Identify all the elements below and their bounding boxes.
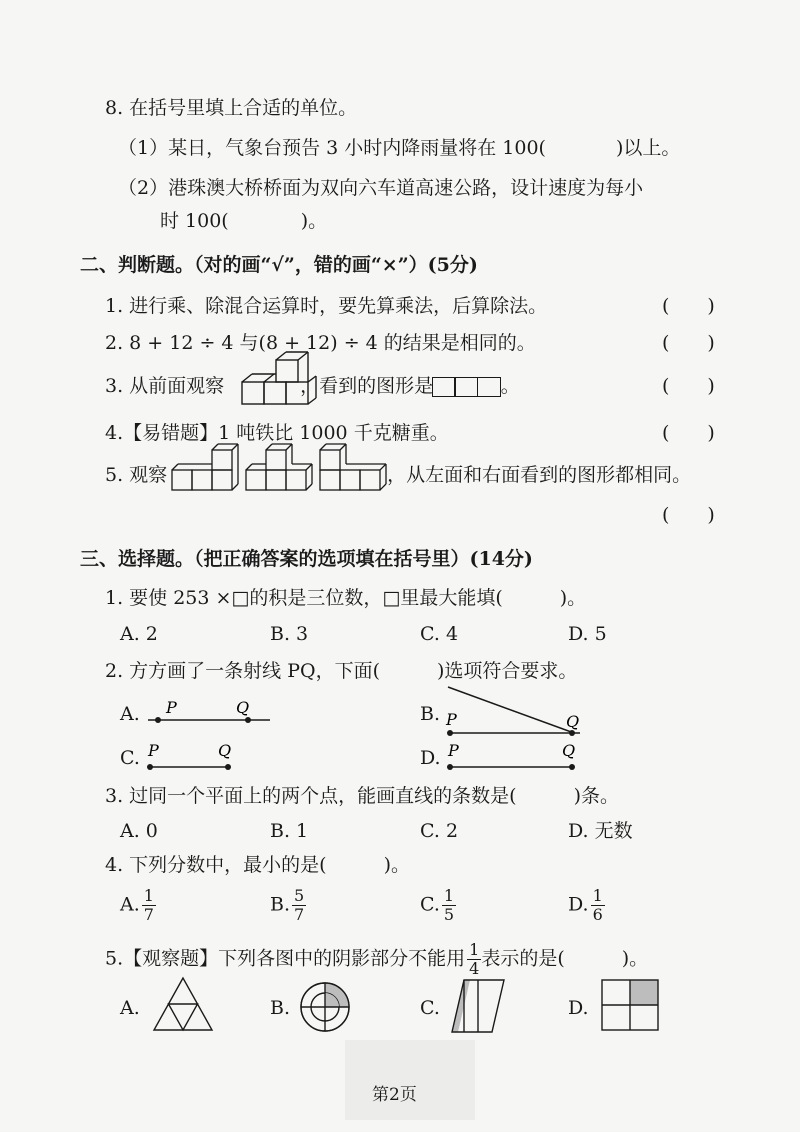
fraction-numerator: 5 [294,886,305,905]
fraction-denominator: 4 [469,959,480,978]
judge-item-3-mid: ，看到的图形是 [300,375,434,397]
section3-title: 三、选择题。（把正确答案的选项填在括号里）(14分) [80,548,533,570]
fraction [442,888,456,923]
three-square-figure [433,377,501,397]
fraction-denominator: 7 [143,905,154,924]
q3-option-c[interactable]: C. 2 [420,820,459,842]
fraction [467,942,481,977]
fraction [591,888,605,923]
cube-groups-figure [170,448,390,498]
q2-option-d[interactable]: D. [420,747,441,769]
q2-option-c[interactable]: C. [120,747,140,769]
judge-item-3-text: 3. 从前面观察 [105,375,225,397]
judge-paren-2[interactable]: ( ) [662,332,715,354]
fraction-numerator: 1 [143,886,154,905]
point-p-label: P [446,710,457,729]
judge-paren-1[interactable]: ( ) [662,295,715,317]
q1-option-c[interactable]: C. 4 [420,623,459,645]
parallelogram-figure [448,978,508,1036]
fraction-numerator: 1 [592,886,603,905]
q5-text-b: 表示的是( )。 [481,947,649,970]
q3-option-a[interactable]: A. 0 [120,820,158,842]
fraction-numerator: 1 [469,940,480,959]
judge-paren-3[interactable]: ( ) [662,375,715,397]
q4-c-label: C. [420,893,440,916]
judge-item-5-end: ，从左面和右面看到的图形都相同。 [387,464,692,486]
q4-d-label: D. [568,893,589,916]
q4-option-c[interactable] [420,888,456,923]
ray-figure-c [140,740,260,776]
q8-sub2-cont [160,208,327,234]
square-grid-figure [600,978,660,1034]
judge-paren-5[interactable]: ( ) [662,504,715,526]
q5-option-d[interactable]: D. [568,997,589,1019]
q4-option-a[interactable] [120,888,156,923]
judge-paren-4[interactable]: ( ) [662,422,715,444]
ray-figure-b [440,685,590,737]
fraction-denominator: 5 [443,905,455,924]
choice-q5 [105,942,648,977]
page-number: 第2页 [372,1085,417,1105]
point-p-label: P [148,741,159,760]
q1-option-a[interactable]: A. 2 [120,623,158,645]
q5-option-b[interactable]: B. [270,997,291,1019]
fraction-denominator: 6 [592,905,603,924]
q4-b-label: B. [270,893,291,916]
q8-sub2: （2）港珠澳大桥桥面为双向六车道高速公路，设计速度为每小 [118,177,644,199]
fraction-denominator: 7 [294,905,305,924]
fraction-numerator: 1 [443,886,455,905]
q8-sub2-text: 时 100( [160,210,229,232]
q8-sub1-end: )以上。 [615,137,681,159]
choice-q2: 2. 方方画了一条射线 PQ，下面( )选项符合要求。 [105,660,578,682]
fraction [292,888,306,923]
point-q-label: Q [566,712,580,731]
q3-option-b[interactable]: B. 1 [270,820,309,842]
point-p-label: P [166,698,177,717]
fraction [142,888,156,923]
judge-item-2: 2. 8 + 12 ÷ 4 与(8 + 12) ÷ 4 的结果是相同的。 [105,332,536,354]
q1-option-b[interactable]: B. 3 [270,623,309,645]
triangle-figure [152,976,216,1034]
judge-item-5-text: 5. 观察 [105,464,168,486]
choice-q3: 3. 过同一个平面上的两个点，能画直线的条数是( )条。 [105,785,619,807]
q8-sub2-end: )。 [300,210,328,232]
q2-option-a[interactable]: A. [120,703,140,725]
q8-sub1 [118,135,680,161]
point-q-label: Q [236,698,250,717]
point-q-label: Q [218,741,232,760]
q4-option-d[interactable] [568,888,605,923]
judge-item-1: 1. 进行乘、除混合运算时，要先算乘法，后算除法。 [105,295,548,317]
judge-item-4: 4.【易错题】1 吨铁比 1000 千克糖重。 [105,422,449,444]
cube-stack-figure [240,358,320,408]
circle-figure [298,980,352,1034]
q2-option-b[interactable]: B. [420,703,441,725]
q4-a-label: A. [120,893,140,916]
q1-option-d[interactable]: D. 5 [568,623,607,645]
q3-option-d[interactable]: D. 无数 [568,820,633,842]
ray-figure-d [440,740,590,776]
q4-option-b[interactable] [270,888,306,923]
choice-q1: 1. 要使 253 ×□的积是三位数，□里最大能填( )。 [105,587,587,609]
q8-sub1-text: （1）某日，气象台预告 3 小时内降雨量将在 100( [118,137,546,159]
q5-option-a[interactable]: A. [120,997,140,1019]
q8-title: 8. 在括号里填上合适的单位。 [105,97,358,119]
ray-figure-a [140,695,280,735]
point-q-label: Q [562,741,576,760]
point-p-label: P [448,741,459,760]
q5-option-c[interactable]: C. [420,997,440,1019]
judge-item-3-end: 。 [500,375,520,397]
section2-title: 二、判断题。（对的画“√”，错的画“×”）(5分) [80,254,478,276]
q5-text-a: 5.【观察题】下列各图中的阴影部分不能用 [105,947,466,970]
choice-q4: 4. 下列分数中，最小的是( )。 [105,854,410,876]
